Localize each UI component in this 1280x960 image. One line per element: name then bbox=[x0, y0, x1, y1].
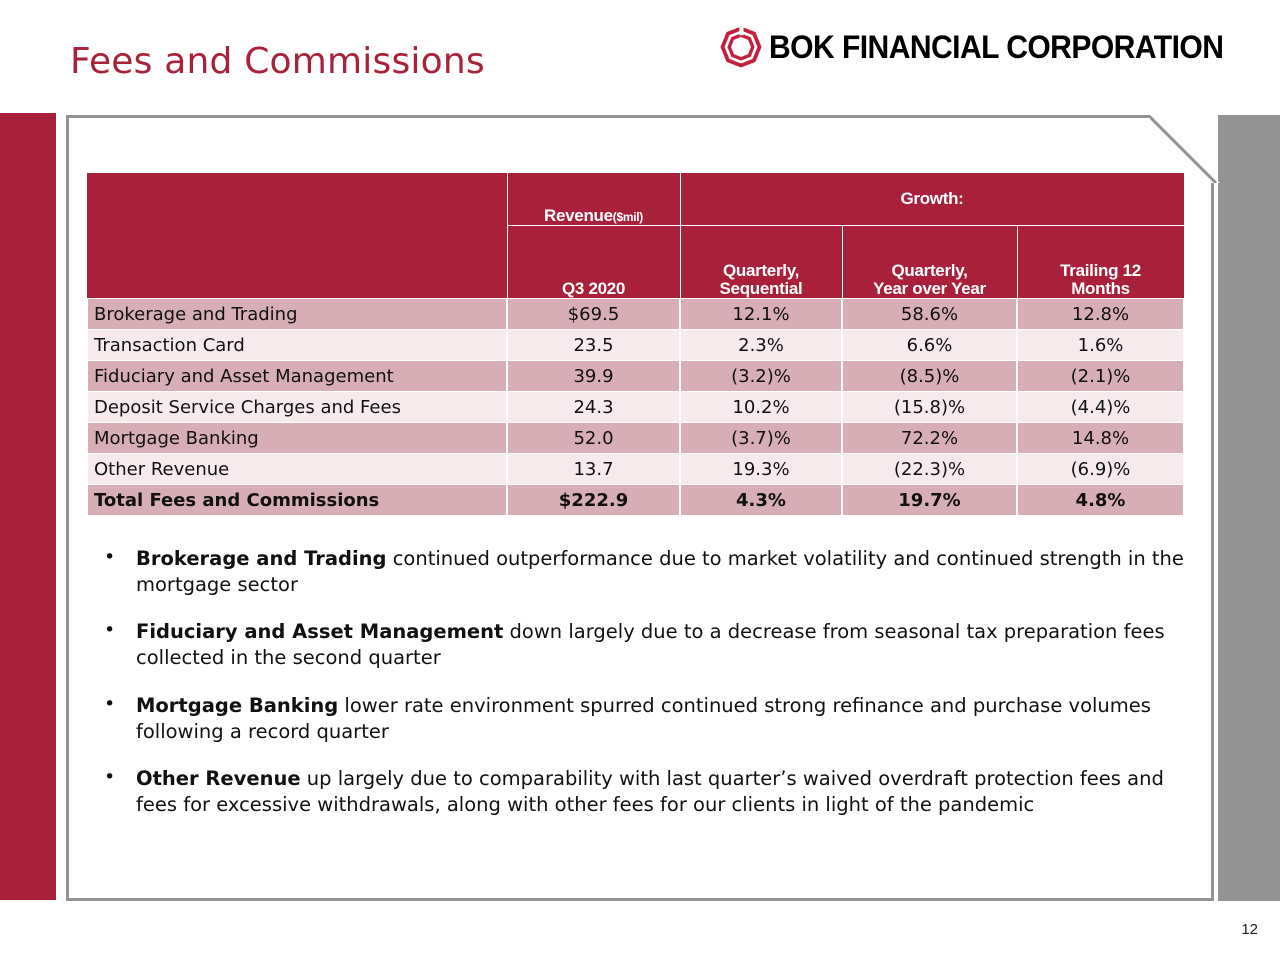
commentary-bullet-list bbox=[96, 546, 1186, 840]
table-body bbox=[87, 299, 1184, 516]
list-item bbox=[96, 766, 1186, 817]
list-item bbox=[96, 546, 1186, 597]
header-corner-blank bbox=[87, 173, 507, 299]
cell-yoy: 72.2% bbox=[842, 423, 1017, 454]
cell-seq: 2.3% bbox=[680, 330, 842, 361]
table-row bbox=[87, 485, 1184, 516]
header-seq-line1: Quarterly, bbox=[722, 260, 800, 280]
table-row bbox=[87, 299, 1184, 330]
left-accent-bar bbox=[0, 113, 56, 900]
table-row bbox=[87, 454, 1184, 485]
cell-t12: 12.8% bbox=[1017, 299, 1184, 330]
cell-revenue: 13.7 bbox=[507, 454, 680, 485]
brand-name: BOK FINANCIAL CORPORATION bbox=[768, 29, 1223, 65]
bullet-body-text: lower rate environment spurred continued strong refinance and purchase volumes following a record quarter bbox=[136, 693, 1151, 743]
header-col-trailing-12-months bbox=[1017, 226, 1184, 299]
cell-seq: 10.2% bbox=[680, 392, 842, 423]
cell-seq: 19.3% bbox=[680, 454, 842, 485]
table-group-header-row bbox=[87, 173, 1184, 226]
row-label: Brokerage and Trading bbox=[87, 299, 507, 330]
header-seq-line2: Sequential bbox=[719, 278, 803, 298]
cell-yoy: 6.6% bbox=[842, 330, 1017, 361]
header-t12-line1: Trailing 12 bbox=[1060, 260, 1141, 280]
table-row bbox=[87, 392, 1184, 423]
brand-logo bbox=[720, 26, 1252, 68]
cell-t12: 4.8% bbox=[1017, 485, 1184, 516]
bullet-lead-label: Other Revenue bbox=[136, 767, 301, 791]
row-label: Transaction Card bbox=[87, 330, 507, 361]
table-row bbox=[87, 361, 1184, 392]
header-yoy-line2: Year over Year bbox=[873, 278, 986, 298]
bullet-body-text: down largely due to a decrease from seasonal tax preparation fees collected in the second quarter bbox=[136, 620, 1165, 670]
header-revenue-label: Revenue bbox=[544, 205, 613, 225]
row-label: Deposit Service Charges and Fees bbox=[87, 392, 507, 423]
list-item bbox=[96, 693, 1186, 744]
page-title: Fees and Commissions bbox=[70, 41, 485, 82]
page-number: 12 bbox=[1241, 921, 1258, 938]
header-revenue-group bbox=[507, 173, 680, 226]
cell-revenue: $222.9 bbox=[507, 485, 680, 516]
bullet-body-text: up largely due to comparability with last quarter’s waived overdraft protection fees and fees for excessive withdrawals, along with other fees for our clients in light of the pandemic bbox=[136, 767, 1164, 817]
bok-octagon-spiral-icon bbox=[720, 26, 762, 68]
cell-revenue: 52.0 bbox=[507, 423, 680, 454]
table-header bbox=[87, 173, 1184, 299]
cell-revenue: 23.5 bbox=[507, 330, 680, 361]
header-col-quarterly-sequential bbox=[680, 226, 842, 299]
header-col-q3-2020: Q3 2020 bbox=[507, 226, 680, 299]
row-label: Fiduciary and Asset Management bbox=[87, 361, 507, 392]
row-label: Mortgage Banking bbox=[87, 423, 507, 454]
fees-and-commissions-table bbox=[86, 172, 1185, 516]
header-revenue-unit: ($mil) bbox=[612, 209, 643, 224]
cell-yoy: 58.6% bbox=[842, 299, 1017, 330]
cell-seq: (3.7)% bbox=[680, 423, 842, 454]
header-yoy-line1: Quarterly, bbox=[891, 260, 968, 280]
cell-t12: (2.1)% bbox=[1017, 361, 1184, 392]
cell-t12: (6.9)% bbox=[1017, 454, 1184, 485]
bullet-lead-label: Brokerage and Trading bbox=[136, 547, 387, 570]
cell-revenue: 24.3 bbox=[507, 392, 680, 423]
right-gray-panel bbox=[1218, 115, 1280, 901]
header-t12-line2: Months bbox=[1071, 278, 1130, 298]
cell-yoy: (22.3)% bbox=[842, 454, 1017, 485]
row-label: Other Revenue bbox=[87, 454, 507, 485]
cell-t12: 1.6% bbox=[1017, 330, 1184, 361]
bullet-lead-label: Fiduciary and Asset Management bbox=[136, 620, 504, 644]
cell-seq: 12.1% bbox=[680, 299, 842, 330]
table-row bbox=[87, 330, 1184, 361]
cell-yoy: 19.7% bbox=[842, 485, 1017, 516]
cell-yoy: (8.5)% bbox=[842, 361, 1017, 392]
cell-yoy: (15.8)% bbox=[842, 392, 1017, 423]
bullet-lead-label: Mortgage Banking bbox=[136, 693, 339, 717]
bullet-body-text: continued outperformance due to market volatility and continued strength in the mortgage sector bbox=[136, 547, 1184, 596]
slide-header bbox=[0, 0, 1280, 113]
cell-t12: (4.4)% bbox=[1017, 392, 1184, 423]
row-label: Total Fees and Commissions bbox=[87, 485, 507, 516]
header-col-quarterly-yoy bbox=[842, 226, 1017, 299]
header-growth-group: Growth: bbox=[680, 173, 1184, 226]
cell-revenue: $69.5 bbox=[507, 299, 680, 330]
cell-seq: 4.3% bbox=[680, 485, 842, 516]
table-row bbox=[87, 423, 1184, 454]
cell-t12: 14.8% bbox=[1017, 423, 1184, 454]
cell-seq: (3.2)% bbox=[680, 361, 842, 392]
cell-revenue: 39.9 bbox=[507, 361, 680, 392]
list-item bbox=[96, 619, 1186, 670]
